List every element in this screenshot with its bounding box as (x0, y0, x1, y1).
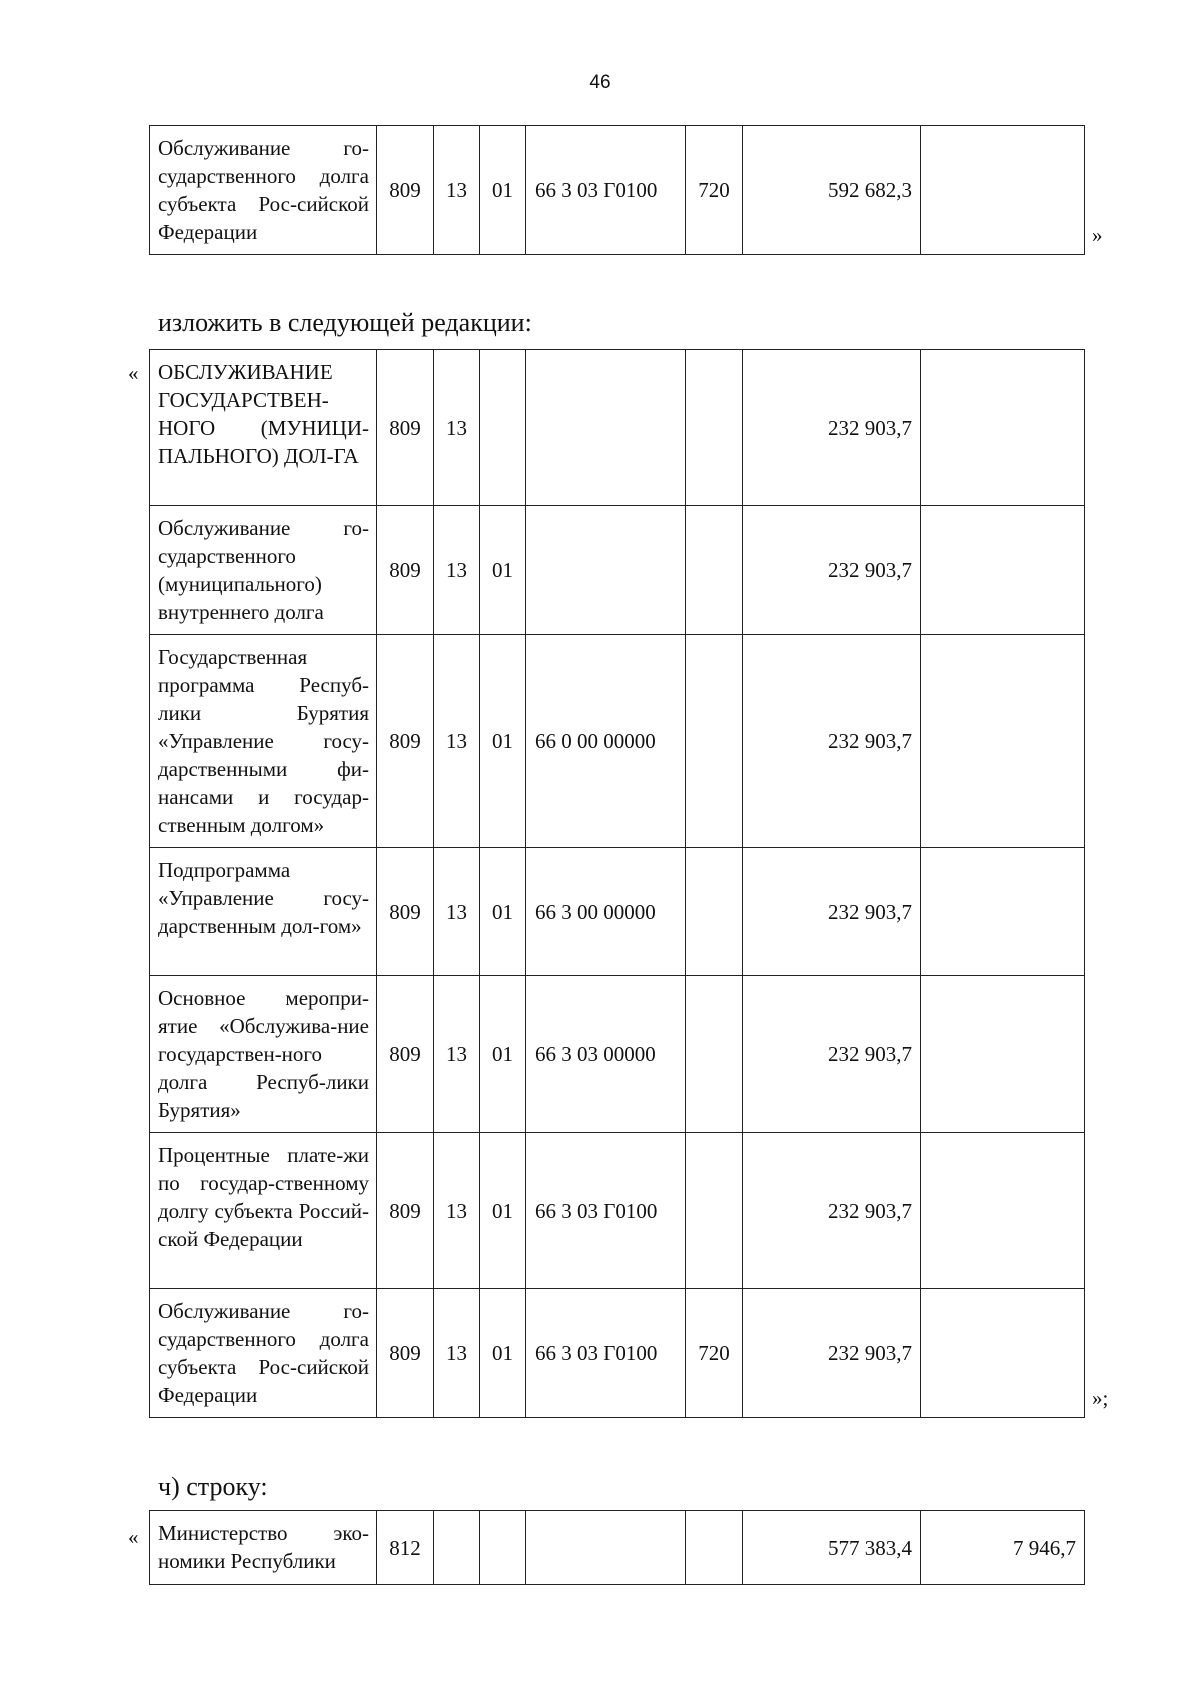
opening-quote: « (128, 1525, 139, 1549)
row-description: Обслуживание го-сударственного долга субъекта Рос-сийской Федерации (150, 126, 377, 255)
amount-year-2 (921, 506, 1085, 635)
target-article-code: 66 3 00 00000 (526, 848, 686, 976)
amount-year-2 (921, 848, 1085, 976)
ved-code: 809 (377, 126, 434, 255)
subsection-code: 01 (480, 506, 526, 635)
ved-code: 809 (377, 848, 434, 976)
amount-year-2 (921, 1289, 1085, 1418)
table-row (150, 848, 1085, 976)
table-row (150, 1511, 1085, 1585)
row-description: Министерство эко-номики Республики (150, 1511, 377, 1585)
table-row (150, 976, 1085, 1133)
row-description: ОБСЛУЖИВАНИЕ ГОСУДАРСТВЕН-НОГО (МУНИЦИ-ПАЛЬНОГО) ДОЛ-ГА (150, 350, 377, 506)
amount-year-1: 592 682,3 (743, 126, 921, 255)
closing-quote: »; (1092, 1386, 1109, 1410)
section-code: 13 (434, 1133, 480, 1289)
amount-year-2 (921, 1133, 1085, 1289)
budget-table-new-rows (149, 349, 1085, 1418)
expense-type-code (686, 635, 743, 848)
ved-code: 809 (377, 635, 434, 848)
amount-year-1: 232 903,7 (743, 1289, 921, 1418)
section-code: 13 (434, 506, 480, 635)
target-article-code: 66 3 03 Г0100 (526, 1133, 686, 1289)
budget-table-old-row (149, 125, 1085, 255)
target-article-code: 66 0 00 00000 (526, 635, 686, 848)
amount-year-1: 577 383,4 (743, 1511, 921, 1585)
section-code: 13 (434, 350, 480, 506)
ved-code: 809 (377, 976, 434, 1133)
target-article-code (526, 1511, 686, 1585)
amount-year-2: 7 946,7 (921, 1511, 1085, 1585)
expense-type-code (686, 506, 743, 635)
ved-code: 809 (377, 1133, 434, 1289)
target-article-code (526, 506, 686, 635)
amount-year-2 (921, 126, 1085, 255)
expense-type-code (686, 848, 743, 976)
ved-code: 809 (377, 1289, 434, 1418)
ved-code: 812 (377, 1511, 434, 1585)
table-row (150, 635, 1085, 848)
subsection-code (480, 1511, 526, 1585)
page-number: 46 (589, 72, 611, 93)
ved-code: 809 (377, 506, 434, 635)
subsection-code: 01 (480, 848, 526, 976)
amount-year-1: 232 903,7 (743, 1133, 921, 1289)
amount-year-1: 232 903,7 (743, 506, 921, 635)
expense-type-code (686, 976, 743, 1133)
amount-year-1: 232 903,7 (743, 848, 921, 976)
section-code: 13 (434, 848, 480, 976)
row-description: Государственная программа Респуб-лики Бурятия «Управление госу-дарственными фи-нансами и государ-ственным долгом» (150, 635, 377, 848)
table-row (150, 1133, 1085, 1289)
row-description: Процентные плате-жи по государ-ственному долгу субъекта Россий-ской Федерации (150, 1133, 377, 1289)
amount-year-2 (921, 635, 1085, 848)
table-row (150, 1289, 1085, 1418)
row-description: Обслуживание го-сударственного (муниципального) внутреннего долга (150, 506, 377, 635)
amendment-intro: изложить в следующей редакции: (158, 308, 532, 337)
amount-year-1: 232 903,7 (743, 635, 921, 848)
section-code (434, 1511, 480, 1585)
row-description: Основное меропри-ятие «Обслужива-ние государствен-ного долга Респуб-лики Бурятия» (150, 976, 377, 1133)
row-description: Подпрограмма «Управление госу-дарственным дол-гом» (150, 848, 377, 976)
section-code: 13 (434, 635, 480, 848)
table-row (150, 126, 1085, 255)
expense-type-code (686, 1511, 743, 1585)
table-row (150, 506, 1085, 635)
budget-table-ministry-row (149, 1510, 1085, 1585)
subsection-code (480, 350, 526, 506)
subsection-code: 01 (480, 635, 526, 848)
expense-type-code (686, 1133, 743, 1289)
target-article-code: 66 3 03 Г0100 (526, 126, 686, 255)
target-article-code (526, 350, 686, 506)
subsection-code: 01 (480, 1133, 526, 1289)
target-article-code: 66 3 03 00000 (526, 976, 686, 1133)
section-code: 13 (434, 976, 480, 1133)
item-ch-heading: ч) строку: (158, 1472, 268, 1501)
section-code: 13 (434, 126, 480, 255)
subsection-code: 01 (480, 976, 526, 1133)
amount-year-2 (921, 976, 1085, 1133)
ved-code: 809 (377, 350, 434, 506)
row-description: Обслуживание го-сударственного долга субъекта Рос-сийской Федерации (150, 1289, 377, 1418)
amount-year-1: 232 903,7 (743, 350, 921, 506)
section-code: 13 (434, 1289, 480, 1418)
expense-type-code: 720 (686, 126, 743, 255)
table-row (150, 350, 1085, 506)
amount-year-1: 232 903,7 (743, 976, 921, 1133)
subsection-code: 01 (480, 1289, 526, 1418)
opening-quote: « (128, 361, 139, 385)
amount-year-2 (921, 350, 1085, 506)
subsection-code: 01 (480, 126, 526, 255)
target-article-code: 66 3 03 Г0100 (526, 1289, 686, 1418)
expense-type-code: 720 (686, 1289, 743, 1418)
expense-type-code (686, 350, 743, 506)
closing-quote: » (1092, 223, 1103, 247)
